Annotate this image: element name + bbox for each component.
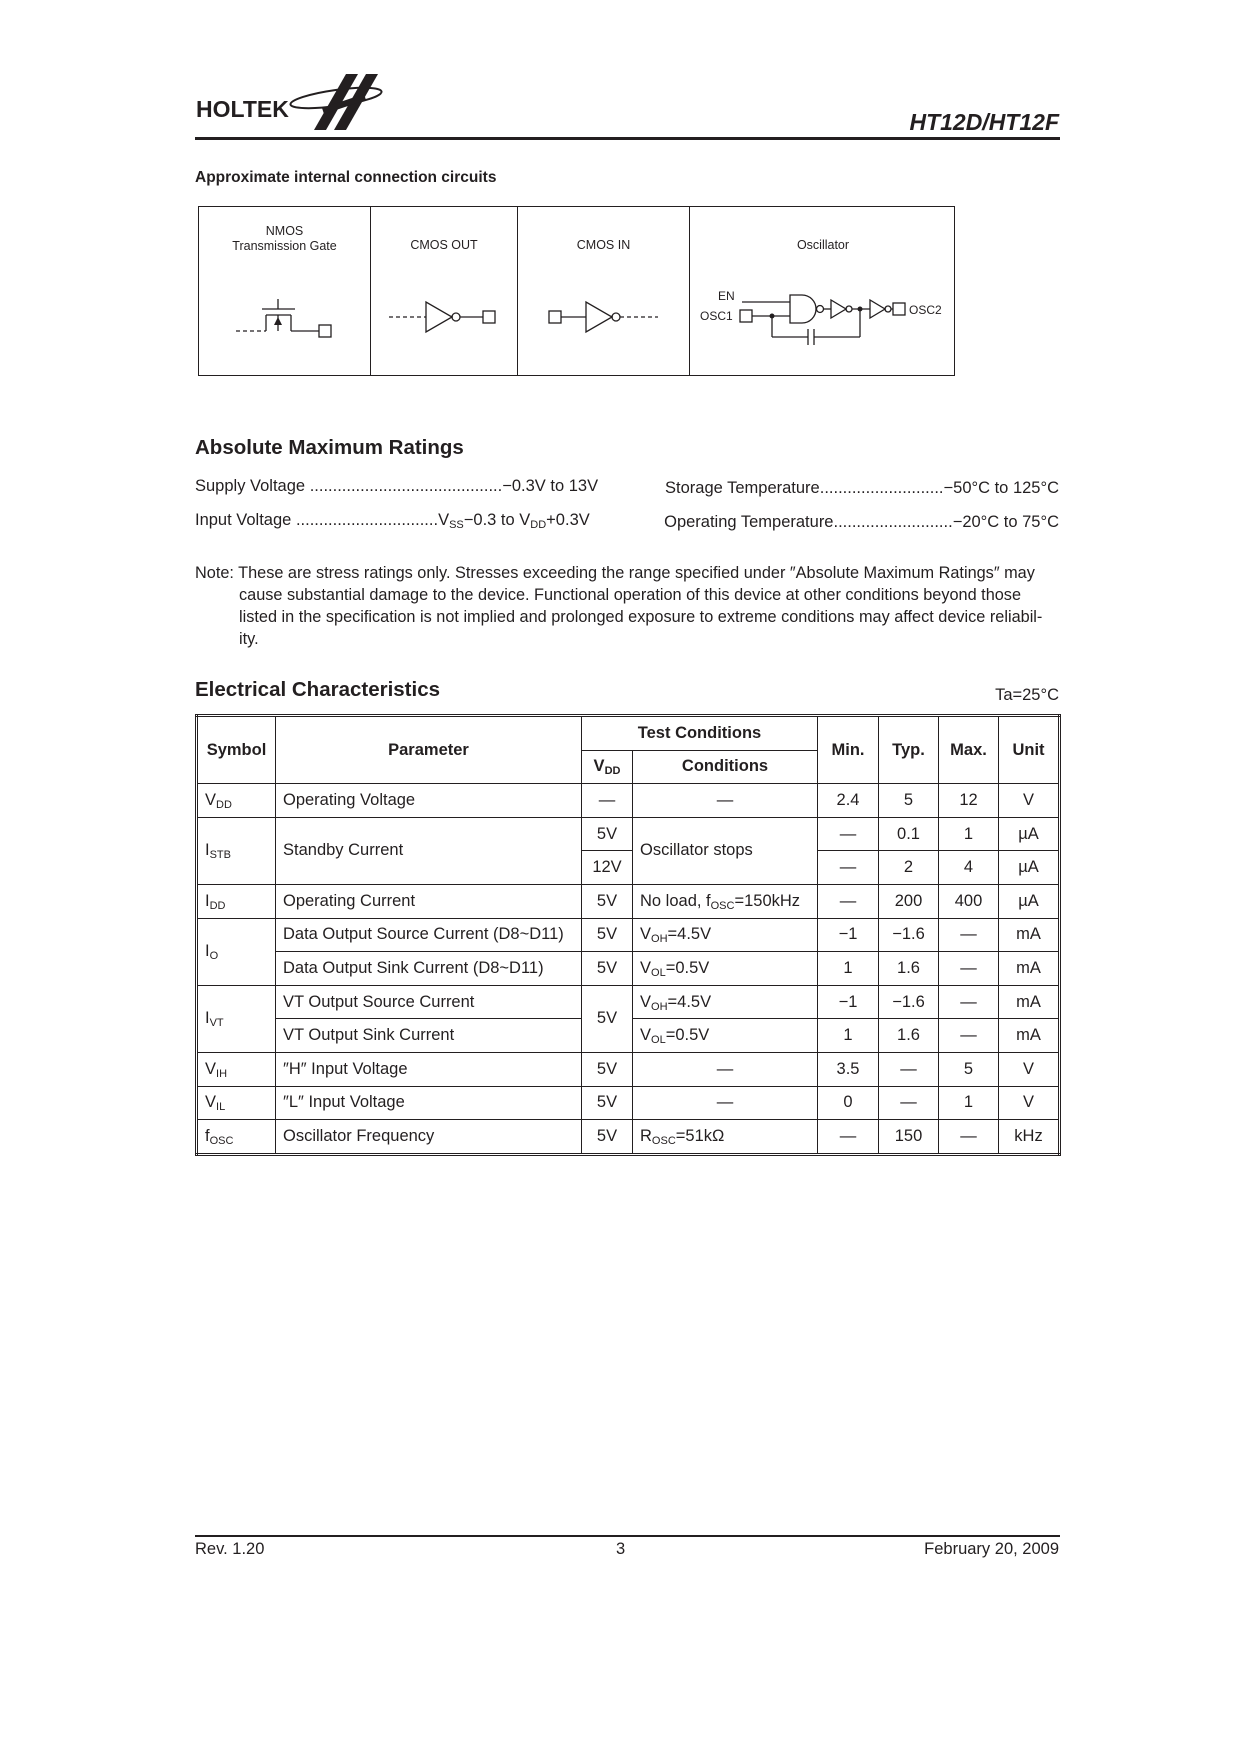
vdd-cell: 12V <box>582 851 633 885</box>
header-conditions: Conditions <box>633 750 818 784</box>
conditions-cell: $R_{OSC}=51k\Omega$ <box>633 1120 818 1155</box>
parameter-cell: VT Output Source Current <box>276 985 582 1019</box>
min-cell: — <box>818 1120 879 1155</box>
conditions-cell: — <box>633 1052 818 1086</box>
max-cell: — <box>939 1120 999 1155</box>
logo-text: HOLTEK <box>196 96 289 122</box>
unit-cell: µA <box>999 817 1060 851</box>
en-label: EN <box>718 289 735 303</box>
parameter-cell: Data Output Sink Current (D8~D11) <box>276 952 582 986</box>
unit-cell: V <box>999 1086 1060 1120</box>
symbol-cell: $I_{VT}$ <box>197 985 276 1052</box>
electrical-characteristics-table <box>195 714 1061 1156</box>
table-row <box>197 1086 1060 1120</box>
typ-cell: −1.6 <box>879 985 939 1019</box>
max-cell: — <box>939 918 999 952</box>
typ-cell: 200 <box>879 884 939 918</box>
stress-note: Note: These are stress ratings only. Stresses exceeding the range specified under ″Absolute Maximum Ratings″ may cause substantial damage to the device. Functional operation of this device at other conditions beyond those listed in the specification is not implied and prolonged exposure to extreme conditions may affect device reliabil-ity. <box>195 564 1043 648</box>
circuits-heading: Approximate internal connection circuits <box>195 169 497 186</box>
cmos-out-symbol <box>371 207 518 377</box>
footer-date: February 20, 2009 <box>924 1540 1059 1558</box>
unit-cell: mA <box>999 985 1060 1019</box>
osc1-label: OSC1 <box>700 309 733 323</box>
min-cell: — <box>818 884 879 918</box>
typ-cell: −1.6 <box>879 918 939 952</box>
rating-supply-voltage: Supply Voltage ..........................................−0.3V to 13V <box>195 477 599 495</box>
unit-cell: mA <box>999 952 1060 986</box>
vdd-cell: 5V <box>582 985 633 1052</box>
min-cell: — <box>818 817 879 851</box>
header-test-conditions: Test Conditions <box>582 716 818 751</box>
min-cell: 3.5 <box>818 1052 879 1086</box>
typ-cell: 2 <box>879 851 939 885</box>
conditions-cell: $V_{OL}=0.5V$ <box>633 952 818 986</box>
min-cell: −1 <box>818 985 879 1019</box>
parameter-cell: VT Output Sink Current <box>276 1019 582 1053</box>
header-min: Min. <box>818 716 879 784</box>
conditions-cell: — <box>633 1086 818 1120</box>
rating-storage-temp: Storage Temperature...........................−50°C to 125°C <box>665 479 1059 497</box>
conditions-cell: — <box>633 784 818 818</box>
table-row <box>197 985 1060 1019</box>
symbol-cell: $f_{OSC}$ <box>197 1120 276 1155</box>
max-cell: 5 <box>939 1052 999 1086</box>
oscillator-title: Oscillator <box>796 238 850 252</box>
table-row <box>197 1120 1060 1155</box>
conditions-cell: $V_{OL}=0.5V$ <box>633 1019 818 1053</box>
vdd-cell: 5V <box>582 1086 633 1120</box>
vdd-cell: — <box>582 784 633 818</box>
max-cell: 1 <box>939 817 999 851</box>
nmos-gate-symbol <box>199 207 371 377</box>
oscillator-symbol <box>690 207 956 377</box>
unit-cell: mA <box>999 1019 1060 1053</box>
holtek-logo <box>196 68 386 134</box>
vdd-cell: 5V <box>582 918 633 952</box>
cmos-out-cell <box>371 207 518 375</box>
unit-cell: kHz <box>999 1120 1060 1155</box>
cmos-in-symbol <box>518 207 690 377</box>
max-cell: 4 <box>939 851 999 885</box>
cmos-out-title: CMOS OUT <box>410 238 478 252</box>
header-symbol: Symbol <box>197 716 276 784</box>
symbol-cell: $V_{IL}$ <box>197 1086 276 1120</box>
cmos-in-cell <box>518 207 690 375</box>
min-cell: 1 <box>818 952 879 986</box>
unit-cell: mA <box>999 918 1060 952</box>
table-row <box>197 918 1060 952</box>
symbol-cell: $V_{IH}$ <box>197 1052 276 1086</box>
vdd-cell: 5V <box>582 884 633 918</box>
min-cell: −1 <box>818 918 879 952</box>
ambient-temp: Ta=25°C <box>995 686 1059 704</box>
footer-revision: Rev. 1.20 <box>195 1540 265 1558</box>
table-header-row <box>197 716 1060 751</box>
unit-cell: V <box>999 784 1060 818</box>
unit-cell: µA <box>999 851 1060 885</box>
symbol-cell: $I_{DD}$ <box>197 884 276 918</box>
min-cell: 0 <box>818 1086 879 1120</box>
symbol-cell: $I_{STB}$ <box>197 817 276 884</box>
unit-cell: µA <box>999 884 1060 918</box>
parameter-cell: Operating Voltage <box>276 784 582 818</box>
header-unit: Unit <box>999 716 1060 784</box>
max-cell: 1 <box>939 1086 999 1120</box>
typ-cell: 5 <box>879 784 939 818</box>
typ-cell: 1.6 <box>879 952 939 986</box>
header-rule <box>195 137 1060 140</box>
symbol-cell: $V_{DD}$ <box>197 784 276 818</box>
conditions-cell: $V_{OH}=4.5V$ <box>633 918 818 952</box>
unit-cell: V <box>999 1052 1060 1086</box>
vdd-cell: 5V <box>582 1120 633 1155</box>
max-cell: — <box>939 1019 999 1053</box>
footer-page-number: 3 <box>616 1540 626 1558</box>
typ-cell: — <box>879 1086 939 1120</box>
rating-input-voltage: Input Voltage $...............................V_{SS}-0.3$ to $V_{DD}+0.3V$ <box>195 511 590 531</box>
footer-rule <box>195 1535 1060 1537</box>
conditions-cell: No load, $f_{OSC}=150kHz$ <box>633 884 818 918</box>
vdd-cell: 5V <box>582 817 633 851</box>
header-typ: Typ. <box>879 716 939 784</box>
max-cell: 12 <box>939 784 999 818</box>
table-row <box>197 1052 1060 1086</box>
parameter-cell: Oscillator Frequency <box>276 1120 582 1155</box>
header-max: Max. <box>939 716 999 784</box>
document-title: HT12D/HT12F <box>909 109 1059 135</box>
vdd-cell: 5V <box>582 952 633 986</box>
typ-cell: — <box>879 1052 939 1086</box>
max-cell: 400 <box>939 884 999 918</box>
symbol-cell: $I_O$ <box>197 918 276 985</box>
vdd-cell: 5V <box>582 1052 633 1086</box>
header-parameter: Parameter <box>276 716 582 784</box>
oscillator-cell <box>690 207 956 375</box>
parameter-cell: Data Output Source Current (D8~D11) <box>276 918 582 952</box>
conditions-cell: $V_{OH}=4.5V$ <box>633 985 818 1019</box>
header-vdd: $V_{DD}$ <box>582 750 633 784</box>
max-cell: — <box>939 985 999 1019</box>
cmos-in-title: CMOS IN <box>576 238 631 252</box>
rating-operating-temp: Operating Temperature..........................−20°C to 75°C <box>664 513 1059 531</box>
table-row <box>197 884 1060 918</box>
typ-cell: 150 <box>879 1120 939 1155</box>
min-cell: 1 <box>818 1019 879 1053</box>
table-row <box>197 952 1060 986</box>
abs-max-heading: Absolute Maximum Ratings <box>195 436 464 459</box>
table-row <box>197 784 1060 818</box>
parameter-cell: ″L″ Input Voltage <box>276 1086 582 1120</box>
max-cell: — <box>939 952 999 986</box>
parameter-cell: ″H″ Input Voltage <box>276 1052 582 1086</box>
table-row <box>197 817 1060 851</box>
typ-cell: 0.1 <box>879 817 939 851</box>
typ-cell: 1.6 <box>879 1019 939 1053</box>
min-cell: — <box>818 851 879 885</box>
nmos-gate-title: NMOS Transmission Gate <box>232 224 337 253</box>
parameter-cell: Standby Current <box>276 817 582 884</box>
nmos-gate-cell <box>199 207 371 375</box>
parameter-cell: Operating Current <box>276 884 582 918</box>
circuits-diagram <box>198 206 955 376</box>
conditions-cell: Oscillator stops <box>633 817 818 884</box>
min-cell: 2.4 <box>818 784 879 818</box>
osc2-label: OSC2 <box>909 303 942 317</box>
elec-heading: Electrical Characteristics <box>195 678 440 701</box>
